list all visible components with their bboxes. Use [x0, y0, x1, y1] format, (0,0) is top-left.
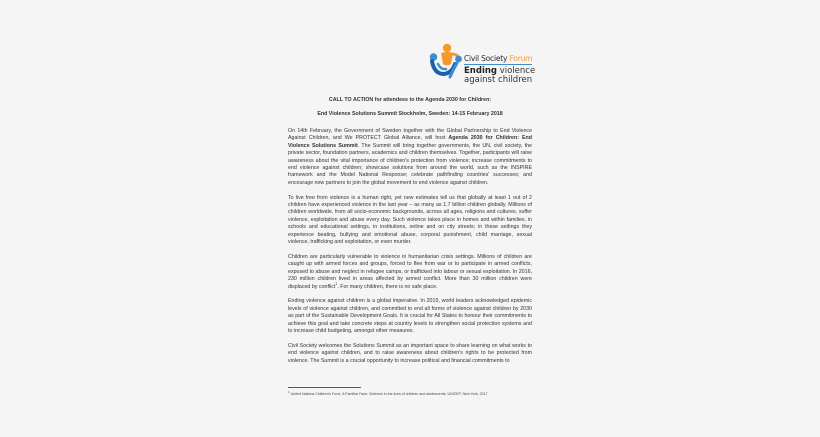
paragraph-4: Ending violence against children is a global imperative. In 2015, world leaders acknowledged epidemic levels of violence against children, and committed to end all forms of violence against children by 2030 as part of the Sustainable Development Goals. It is crucial for All States to honour their commitments to achieve this goal and take concrete steps at country levels to strengthen social protection systems and to increase child budgeting, amongst other measures.	[288, 298, 532, 334]
logo-tagline-line1: Ending violence	[464, 66, 536, 76]
civil-society-forum-logo	[428, 42, 538, 85]
paragraph-2: To live free from violence is a human right, yet new estimates tell us that globally at least 1 out of 2 children have experienced violence in the last year – as many as 1.7 billion children globally. Millions of children worldwide, from all socio-economic backgrounds, across all ages, religions and cultures, suffer violence, exploitation and abuse every day. Such violence takes place in homes and within families, in schools and educational settings, in institutions, online and on city streets; in these settings they experience beating, bullying and emotional abuse, corporal punishment, child marriage, sexual violence, trafficking and exploitation, or even murder.	[288, 194, 532, 246]
summit-name: Agenda 2030 for Children: End Violence Solutions Summit	[288, 135, 533, 149]
children-figures-icon	[428, 42, 464, 80]
logo-tagline-line2: against children	[464, 75, 533, 85]
footnote-reference[interactable]: 1	[335, 281, 338, 286]
footnote-divider	[288, 387, 361, 388]
document-body	[288, 97, 532, 365]
paragraph-1: On 14th February, the Government of Sweden together with the Global Partnership to End Violence Against Children, and We PROTECT Global Alliance, will host Agenda 2030 for Children: End Violence Solutions Summit. The Summit will bring together governments, the UN, civil society, the private sector, foundation partners, academics and children themselves. Together, participants will raise awareness about the vital importance of children's protection from violence; increase commitments to end violence against children; showcase solutions from around the world, such as the INSPIRE framework and the Model National Response; celebrate pathfinding countries' successes; and encourage new partners to join the global movement to end violence against children.	[288, 128, 533, 186]
footnote-marker: 1	[288, 390, 290, 394]
document-title: CALL TO ACTION for attendees to the Agenda 2030 for Children:	[328, 97, 492, 103]
footnote: $^1$ United Nations Children's Fund, A Familiar Face: Violence in the lives of children and adolescents, UNICEF, New York, 2017.	[288, 390, 489, 397]
logo-text	[464, 46, 535, 85]
document-subtitle: End Violence Solutions Summit Stockholm, Sweden: 14-15 February 2018	[317, 111, 503, 117]
logo-org-name: Civil Society Forum	[464, 54, 533, 63]
paragraph-3: Children are particularly vulnerable to violence in humanitarian crisis settings. Millions of children are caught up with armed forces and groups, forced to flee from war or to participate in armed conflicts, exposed to abuse and neglect in refugee camps, or trafficked into labour or sexual exploitation. In 2016, 230 million children lived in areas affected by armed conflict. More than 30 million children were displaced by conflict$^1$. For many children, there is no safe place.	[288, 253, 532, 290]
paragraph-5: Civil Society welcomes the Solutions Summit as an important space to share learning on what works to end violence against children, and to raise awareness about children's rights to be protected from violence. The Summit is a crucial opportunity to increase political and financial commitments to	[288, 342, 532, 364]
